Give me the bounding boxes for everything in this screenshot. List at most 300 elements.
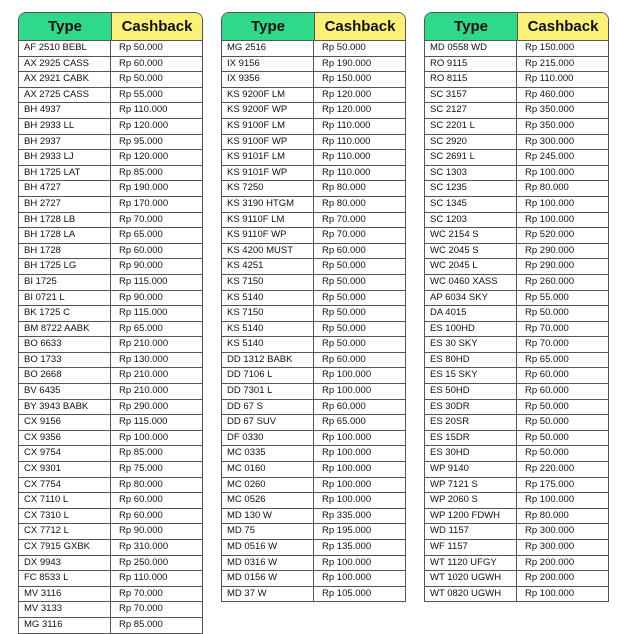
cashback-cell: Rp 50.000	[322, 307, 366, 319]
cashback-cell: Rp 50.000	[525, 400, 569, 412]
type-cell: ES 80HD	[425, 353, 517, 368]
table-row	[425, 88, 608, 104]
type-cell: AF 2510 BEBL	[19, 41, 111, 56]
cashback-cell: Rp 200.000	[525, 556, 575, 568]
table-row	[222, 540, 405, 556]
type-cell: MD 0316 W	[222, 556, 314, 571]
table-row	[19, 509, 202, 525]
type-cell: KS 7150	[222, 306, 314, 321]
header-type: Type	[222, 13, 315, 40]
cashback-cell: Rp 250.000	[119, 556, 169, 568]
table-row	[222, 150, 405, 166]
cashback-cell: Rp 50.000	[322, 338, 366, 350]
type-cell: MC 0260	[222, 478, 314, 493]
table-row	[425, 275, 608, 291]
table-row	[19, 368, 202, 384]
type-cell: SC 3157	[425, 88, 517, 103]
cashback-cell: Rp 95.000	[119, 135, 163, 147]
table-row	[19, 540, 202, 556]
table-body	[19, 41, 202, 633]
cashback-cell: Rp 210.000	[119, 338, 169, 350]
cashback-cell: Rp 100.000	[322, 431, 372, 443]
type-cell: MD 0558 WD	[425, 41, 517, 56]
cashback-cell: Rp 100.000	[322, 385, 372, 397]
type-cell: IX 9156	[222, 57, 314, 72]
table-row	[425, 135, 608, 151]
cashback-cell: Rp 100.000	[525, 213, 575, 225]
type-cell: MC 0335	[222, 446, 314, 461]
table-row	[425, 353, 608, 369]
cashback-cell: Rp 110.000	[322, 119, 371, 131]
table-row	[19, 571, 202, 587]
cashback-cell: Rp 85.000	[119, 618, 163, 630]
type-cell: DD 1312 BABK	[222, 353, 314, 368]
table-row	[425, 540, 608, 556]
type-cell: MV 3116	[19, 587, 111, 602]
type-cell: KS 5140	[222, 322, 314, 337]
cashback-cell: Rp 55.000	[119, 88, 163, 100]
cashback-cell: Rp 115.000	[119, 307, 168, 319]
cashback-cell: Rp 300.000	[525, 135, 575, 147]
table-row	[19, 478, 202, 494]
cashback-cell: Rp 110.000	[322, 135, 371, 147]
table-row	[222, 306, 405, 322]
table-row	[425, 41, 608, 57]
table-row	[222, 275, 405, 291]
type-cell: WC 2045 L	[425, 259, 517, 274]
table-row	[222, 431, 405, 447]
type-cell: ES 100HD	[425, 322, 517, 337]
table-row	[425, 291, 608, 307]
type-cell: BK 1725 C	[19, 306, 111, 321]
type-cell: KS 9110F WP	[222, 228, 314, 243]
cashback-cell: Rp 50.000	[525, 416, 569, 428]
cashback-cell: Rp 115.000	[119, 275, 168, 287]
cashback-cell: Rp 65.000	[119, 229, 163, 241]
cashback-cell: Rp 115.000	[119, 416, 168, 428]
type-cell: AX 2921 CABK	[19, 72, 111, 87]
cashback-cell: Rp 80.000	[525, 182, 569, 194]
table-row	[19, 275, 202, 291]
type-cell: MG 2516	[222, 41, 314, 56]
table-row	[222, 119, 405, 135]
cashback-cell: Rp 60.000	[525, 369, 569, 381]
type-cell: WT 0820 UGWH	[425, 587, 517, 602]
type-cell: DD 67 SUV	[222, 415, 314, 430]
table-row	[222, 462, 405, 478]
table-row	[19, 587, 202, 603]
type-cell: ES 15DR	[425, 431, 517, 446]
table-row	[425, 571, 608, 587]
cashback-cell: Rp 290.000	[525, 244, 575, 256]
cashback-cell: Rp 245.000	[525, 151, 575, 163]
type-cell: BY 3943 BABK	[19, 400, 111, 415]
cashback-cell: Rp 215.000	[525, 57, 575, 69]
cashback-cell: Rp 100.000	[322, 463, 372, 475]
cashback-cell: Rp 65.000	[525, 353, 569, 365]
type-cell: BO 2668	[19, 368, 111, 383]
type-cell: RO 9115	[425, 57, 517, 72]
type-cell: WP 1200 FDWH	[425, 509, 517, 524]
type-cell: FC 8533 L	[19, 571, 111, 586]
type-cell: KS 4200 MUST	[222, 244, 314, 259]
cashback-cell: Rp 70.000	[119, 213, 163, 225]
cashback-cell: Rp 90.000	[119, 525, 163, 537]
type-cell: KS 5140	[222, 337, 314, 352]
type-cell: WP 7121 S	[425, 478, 517, 493]
type-cell: BH 2727	[19, 197, 111, 212]
type-cell: ES 20SR	[425, 415, 517, 430]
cashback-cell: Rp 335.000	[322, 509, 372, 521]
cashback-cell: Rp 50.000	[322, 275, 366, 287]
table-row	[425, 166, 608, 182]
cashback-cell: Rp 60.000	[322, 400, 366, 412]
table-row	[222, 57, 405, 73]
table-row	[222, 478, 405, 494]
table-row	[222, 446, 405, 462]
cashback-cell: Rp 75.000	[119, 463, 163, 475]
table-row	[19, 353, 202, 369]
table-row	[425, 119, 608, 135]
type-cell: BH 1728	[19, 244, 111, 259]
cashback-cell: Rp 80.000	[322, 182, 366, 194]
type-cell: CX 7915 GXBK	[19, 540, 111, 555]
table-row	[222, 244, 405, 260]
type-cell: ES 30 SKY	[425, 337, 517, 352]
type-cell: BH 1728 LA	[19, 228, 111, 243]
table-row	[425, 478, 608, 494]
type-cell: MC 0526	[222, 493, 314, 508]
table-row	[19, 103, 202, 119]
table-row	[19, 57, 202, 73]
cashback-cell: Rp 70.000	[119, 603, 163, 615]
type-cell: SC 2920	[425, 135, 517, 150]
cashback-cell: Rp 50.000	[322, 291, 366, 303]
table-row	[425, 556, 608, 572]
cashback-cell: Rp 460.000	[525, 88, 575, 100]
header-cashback: Cashback	[315, 13, 405, 40]
type-cell: BO 1733	[19, 353, 111, 368]
type-cell: DX 9943	[19, 556, 111, 571]
type-cell: CX 7310 L	[19, 509, 111, 524]
table-row	[19, 322, 202, 338]
cashback-cell: Rp 100.000	[322, 447, 372, 459]
cashback-table-2	[221, 12, 406, 602]
table-row	[19, 72, 202, 88]
table-row	[19, 213, 202, 229]
cashback-cell: Rp 195.000	[322, 525, 372, 537]
table-row	[19, 41, 202, 57]
type-cell: KS 9200F LM	[222, 88, 314, 103]
type-cell: BV 6435	[19, 384, 111, 399]
type-cell: BM 8722 AABK	[19, 322, 111, 337]
type-cell: KS 9200F WP	[222, 103, 314, 118]
cashback-cell: Rp 70.000	[119, 587, 163, 599]
type-cell: CX 9301	[19, 462, 111, 477]
cashback-cell: Rp 50.000	[525, 307, 569, 319]
type-cell: SC 1203	[425, 213, 517, 228]
cashback-cell: Rp 60.000	[322, 353, 366, 365]
cashback-cell: Rp 350.000	[525, 104, 575, 116]
cashback-cell: Rp 80.000	[525, 509, 569, 521]
cashback-cell: Rp 85.000	[119, 166, 163, 178]
type-cell: WF 1157	[425, 540, 517, 555]
table-row	[425, 384, 608, 400]
type-cell: WC 0460 XASS	[425, 275, 517, 290]
type-cell: SC 1345	[425, 197, 517, 212]
table-row	[19, 291, 202, 307]
table-row	[19, 431, 202, 447]
cashback-cell: Rp 65.000	[322, 416, 366, 428]
table-row	[222, 166, 405, 182]
table-row	[425, 259, 608, 275]
table-row	[425, 322, 608, 338]
table-row	[19, 524, 202, 540]
type-cell: KS 7150	[222, 275, 314, 290]
table-row	[425, 150, 608, 166]
table-row	[19, 462, 202, 478]
cashback-cell: Rp 290.000	[119, 400, 169, 412]
type-cell: BH 2937	[19, 135, 111, 150]
cashback-cell: Rp 100.000	[525, 197, 575, 209]
table-row	[425, 587, 608, 602]
cashback-cell: Rp 80.000	[322, 197, 366, 209]
type-cell: SC 1303	[425, 166, 517, 181]
cashback-cell: Rp 150.000	[322, 73, 372, 85]
type-cell: BI 1725	[19, 275, 111, 290]
table-row	[222, 135, 405, 151]
table-row	[425, 197, 608, 213]
cashback-cell: Rp 200.000	[525, 572, 575, 584]
type-cell: KS 3190 HTGM	[222, 197, 314, 212]
header-type: Type	[425, 13, 518, 40]
table-row	[19, 306, 202, 322]
table-row	[19, 384, 202, 400]
table-row	[19, 228, 202, 244]
table-row	[222, 181, 405, 197]
type-cell: AX 2925 CASS	[19, 57, 111, 72]
table-row	[19, 259, 202, 275]
type-cell: BO 6633	[19, 337, 111, 352]
cashback-cell: Rp 130.000	[119, 353, 169, 365]
cashback-cell: Rp 55.000	[525, 291, 569, 303]
cashback-cell: Rp 50.000	[322, 260, 366, 272]
type-cell: CX 9356	[19, 431, 111, 446]
header-cashback: Cashback	[112, 13, 202, 40]
cashback-cell: Rp 60.000	[119, 494, 163, 506]
cashback-cell: Rp 50.000	[119, 73, 163, 85]
type-cell: KS 4251	[222, 259, 314, 274]
table-row	[222, 415, 405, 431]
cashback-cell: Rp 70.000	[525, 322, 569, 334]
table-row	[425, 493, 608, 509]
cashback-cell: Rp 50.000	[322, 42, 366, 53]
table-row	[222, 88, 405, 104]
cashback-cell: Rp 310.000	[119, 541, 169, 552]
cashback-cell: Rp 80.000	[119, 478, 163, 490]
cashback-cell: Rp 60.000	[525, 385, 569, 397]
type-cell: MC 0160	[222, 462, 314, 477]
table-row	[222, 353, 405, 369]
table-row	[222, 228, 405, 244]
table-row	[222, 197, 405, 213]
type-cell: BH 1725 LG	[19, 259, 111, 274]
cashback-cell: Rp 50.000	[322, 322, 366, 334]
type-cell: MD 130 W	[222, 509, 314, 524]
table-row	[19, 244, 202, 260]
type-cell: KS 7250	[222, 181, 314, 196]
cashback-cell: Rp 290.000	[525, 260, 575, 272]
type-cell: DD 7106 L	[222, 368, 314, 383]
cashback-cell: Rp 120.000	[322, 104, 372, 116]
table-row	[19, 493, 202, 509]
cashback-cell: Rp 350.000	[525, 119, 575, 131]
type-cell: ES 30DR	[425, 400, 517, 415]
type-cell: KS 9110F LM	[222, 213, 314, 228]
table-row	[425, 368, 608, 384]
table-row	[425, 72, 608, 88]
table-row	[222, 368, 405, 384]
table-row	[425, 431, 608, 447]
table-header	[19, 13, 202, 41]
type-cell: WC 2045 S	[425, 244, 517, 259]
type-cell: KS 9100F LM	[222, 119, 314, 134]
cashback-cell: Rp 520.000	[525, 229, 575, 241]
table-row	[222, 493, 405, 509]
type-cell: SC 2691 L	[425, 150, 517, 165]
type-cell: KS 9101F WP	[222, 166, 314, 181]
table-row	[222, 556, 405, 572]
table-row	[19, 197, 202, 213]
cashback-cell: Rp 110.000	[322, 151, 371, 163]
type-cell: CX 7754	[19, 478, 111, 493]
cashback-cell: Rp 220.000	[525, 463, 575, 475]
table-row	[222, 72, 405, 88]
cashback-cell: Rp 90.000	[119, 260, 163, 272]
type-cell: BH 4727	[19, 181, 111, 196]
cashback-cell: Rp 100.000	[525, 166, 575, 178]
cashback-table-3	[424, 12, 609, 602]
type-cell: WP 2060 S	[425, 493, 517, 508]
type-cell: BH 2933 LL	[19, 119, 111, 134]
table-row	[222, 524, 405, 540]
cashback-cell: Rp 60.000	[119, 244, 163, 256]
cashback-cell: Rp 300.000	[525, 541, 575, 552]
cashback-cell: Rp 70.000	[322, 213, 366, 225]
table-row	[19, 337, 202, 353]
cashback-cell: Rp 70.000	[322, 229, 366, 241]
table-body	[425, 41, 608, 601]
cashback-cell: Rp 100.000	[322, 494, 372, 506]
table-row	[19, 415, 202, 431]
cashback-cell: Rp 120.000	[119, 119, 169, 131]
cashback-cell: Rp 70.000	[525, 338, 569, 350]
cashback-cell: Rp 175.000	[525, 478, 575, 490]
table-row	[425, 509, 608, 525]
type-cell: WT 1120 UFGY	[425, 556, 517, 571]
type-cell: WP 9140	[425, 462, 517, 477]
cashback-cell: Rp 100.000	[322, 556, 372, 568]
type-cell: DD 7301 L	[222, 384, 314, 399]
cashback-cell: Rp 100.000	[119, 431, 169, 443]
cashback-cell: Rp 110.000	[322, 166, 371, 178]
type-cell: WT 1020 UGWH	[425, 571, 517, 586]
type-cell: DD 67 S	[222, 400, 314, 415]
table-header	[425, 13, 608, 41]
cashback-cell: Rp 60.000	[322, 244, 366, 256]
type-cell: SC 2127	[425, 103, 517, 118]
table-row	[425, 462, 608, 478]
type-cell: WD 1157	[425, 524, 517, 539]
table-row	[425, 400, 608, 416]
type-cell: CX 7712 L	[19, 524, 111, 539]
header-type: Type	[19, 13, 112, 40]
cashback-cell: Rp 100.000	[322, 478, 372, 490]
table-row	[19, 556, 202, 572]
table-row	[19, 150, 202, 166]
table-row	[425, 57, 608, 73]
type-cell: ES 50HD	[425, 384, 517, 399]
cashback-cell: Rp 210.000	[119, 369, 169, 381]
cashback-table-1	[18, 12, 203, 634]
type-cell: KS 9101F LM	[222, 150, 314, 165]
cashback-cell: Rp 105.000	[322, 587, 372, 599]
cashback-cell: Rp 120.000	[322, 88, 372, 100]
cashback-cell: Rp 65.000	[119, 322, 163, 334]
type-cell: IX 9356	[222, 72, 314, 87]
type-cell: BI 0721 L	[19, 291, 111, 306]
type-cell: DA 4015	[425, 306, 517, 321]
table-row	[19, 181, 202, 197]
type-cell: BH 1728 LB	[19, 213, 111, 228]
type-cell: BH 4937	[19, 103, 111, 118]
type-cell: MD 37 W	[222, 587, 314, 602]
table-row	[425, 103, 608, 119]
type-cell: ES 30HD	[425, 446, 517, 461]
table-header	[222, 13, 405, 41]
type-cell: CX 9754	[19, 446, 111, 461]
cashback-cell: Rp 110.000	[525, 73, 574, 85]
cashback-cell: Rp 100.000	[322, 572, 372, 584]
type-cell: BH 1725 LAT	[19, 166, 111, 181]
table-row	[425, 244, 608, 260]
table-row	[222, 259, 405, 275]
cashback-cell: Rp 190.000	[119, 182, 169, 194]
table-row	[19, 119, 202, 135]
cashback-cell: Rp 100.000	[525, 494, 575, 506]
cashback-cell: Rp 170.000	[119, 197, 169, 209]
cashback-cell: Rp 50.000	[525, 447, 569, 459]
table-row	[425, 228, 608, 244]
type-cell: MD 0156 W	[222, 571, 314, 586]
table-row	[425, 306, 608, 322]
cashback-cell: Rp 190.000	[322, 57, 372, 69]
cashback-cell: Rp 150.000	[525, 42, 575, 53]
type-cell: CX 9156	[19, 415, 111, 430]
type-cell: CX 7110 L	[19, 493, 111, 508]
type-cell: AP 6034 SKY	[425, 291, 517, 306]
table-row	[222, 571, 405, 587]
table-row	[19, 88, 202, 104]
table-row	[425, 181, 608, 197]
cashback-cell: Rp 50.000	[525, 431, 569, 443]
table-row	[425, 213, 608, 229]
table-row	[425, 337, 608, 353]
type-cell: AX 2725 CASS	[19, 88, 111, 103]
type-cell: KS 9100F WP	[222, 135, 314, 150]
table-row	[19, 166, 202, 182]
type-cell: WC 2154 S	[425, 228, 517, 243]
